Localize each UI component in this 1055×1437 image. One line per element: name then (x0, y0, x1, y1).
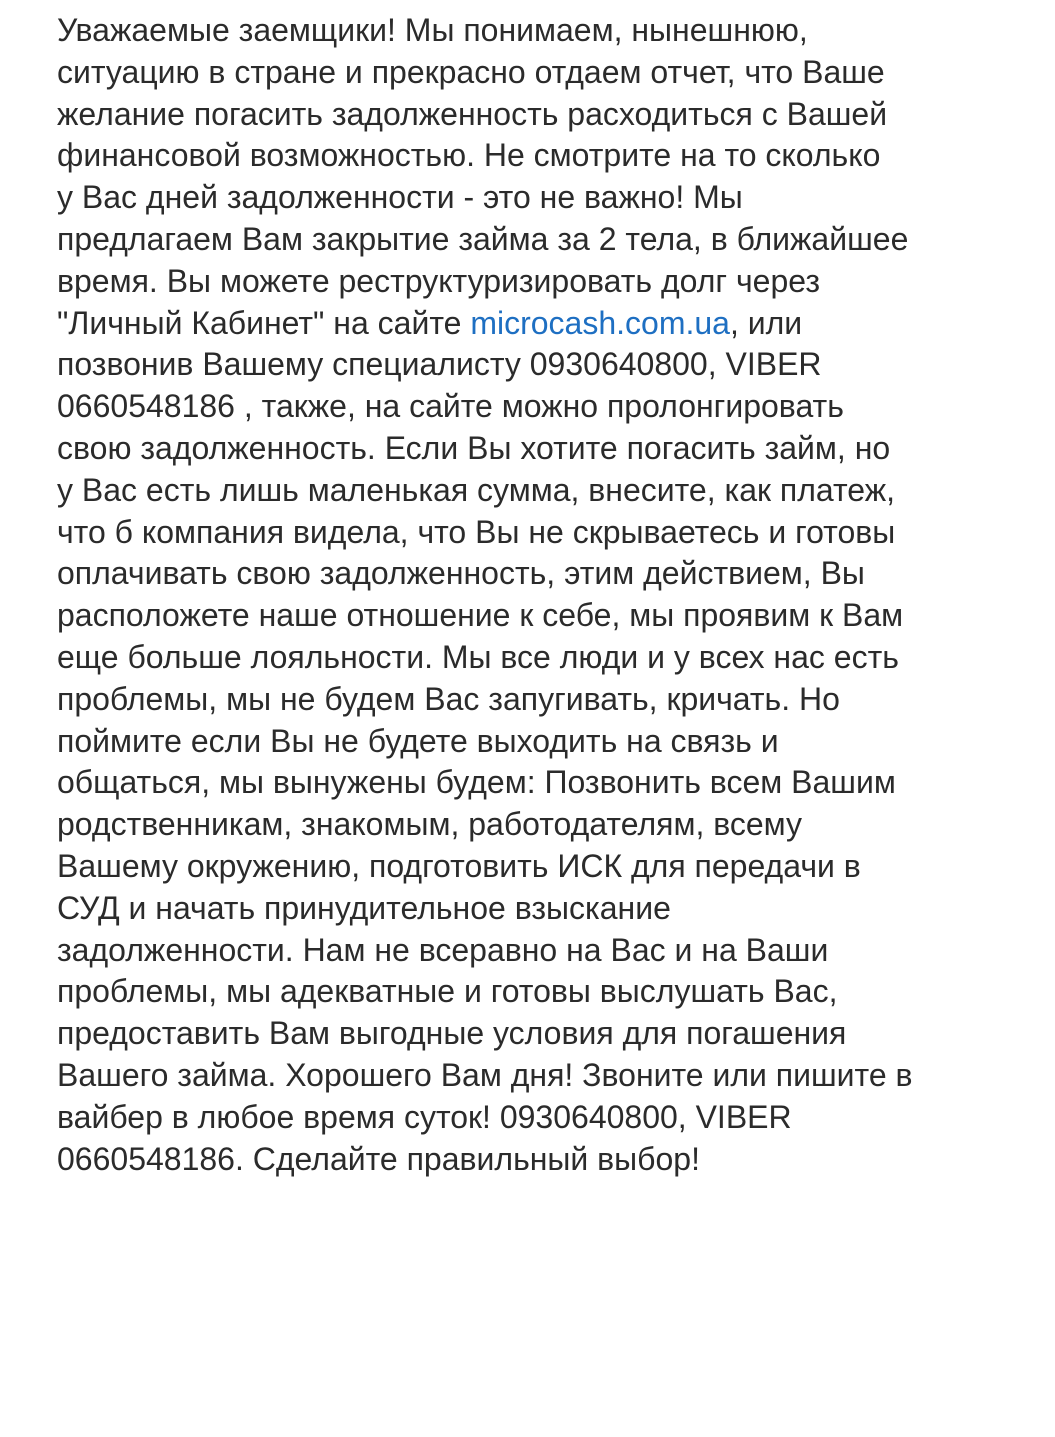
message-line: свою задолженность. Если Вы хотите погасить займ, но (57, 429, 891, 466)
message-line: у Вас есть лишь маленькая сумма, внесите, как платеж, (57, 471, 895, 508)
message-line: СУД и начать принудительное взыскание (57, 889, 671, 926)
message-body (57, 10, 1032, 1180)
message-line: ситуацию в стране и прекрасно отдаем отчет, что Ваше (57, 53, 885, 90)
message-line: Вашего займа. Хорошего Вам дня! Звоните или пишите в (57, 1056, 913, 1093)
message-line: вайбер в любое время суток! 0930640800, VIBER (57, 1098, 792, 1135)
message-line-with-link (57, 303, 1032, 345)
message-line: предоставить Вам выгодные условия для погашения (57, 1015, 847, 1052)
message-line: Вашему окружению, подготовить ИСК для передачи в (57, 847, 861, 884)
message-line-text: "Личный Кабинет" на сайте (57, 304, 471, 341)
message-line: родственникам, знакомым, работодателям, всему (57, 806, 803, 843)
message-line: оплачивать свою задолженность, этим действием, Вы (57, 555, 865, 592)
message-line: у Вас дней задолженности - это не важно! Мы (57, 179, 743, 216)
message-line: проблемы, мы адекватные и готовы выслушать Вас, (57, 973, 838, 1010)
message-line-text: , или (729, 304, 803, 341)
message-line: задолженности. Нам не всеравно на Вас и на Ваши (57, 931, 829, 968)
message-line: что б компания видела, что Вы не скрываетесь и готовы (57, 513, 896, 550)
message-line: расположете наше отношение к себе, мы проявим к Вам (57, 597, 904, 634)
message-line: время. Вы можете реструктуризировать долг через (57, 262, 820, 299)
message-line: Уважаемые заемщики! Мы понимаем, нынешнюю, (57, 12, 808, 48)
message-line: 0660548186 , также, на сайте можно пролонгировать (57, 388, 844, 425)
message-line: финансовой возможностью. Не смотрите на то сколько (57, 137, 881, 174)
message-line: 0660548186. Сделайте правильный выбор! (57, 1140, 700, 1177)
message-line: позвонив Вашему специалисту 0930640800, VIBER (57, 346, 822, 383)
website-link[interactable]: microcash.com.ua (470, 304, 730, 341)
message-line: общаться, мы вынужены будем: Позвонить всем Вашим (57, 764, 896, 801)
message-line: желание погасить задолженность расходиться с Вашей (57, 95, 888, 132)
message-line: проблемы, мы не будем Вас запугивать, кричать. Но (57, 680, 840, 717)
message-line: поймите если Вы не будете выходить на связь и (57, 722, 779, 759)
message-line: предлагаем Вам закрытие займа за 2 тела, в ближайшее (57, 220, 909, 257)
message-line: еще больше лояльности. Мы все люди и у всех нас есть (57, 638, 899, 675)
